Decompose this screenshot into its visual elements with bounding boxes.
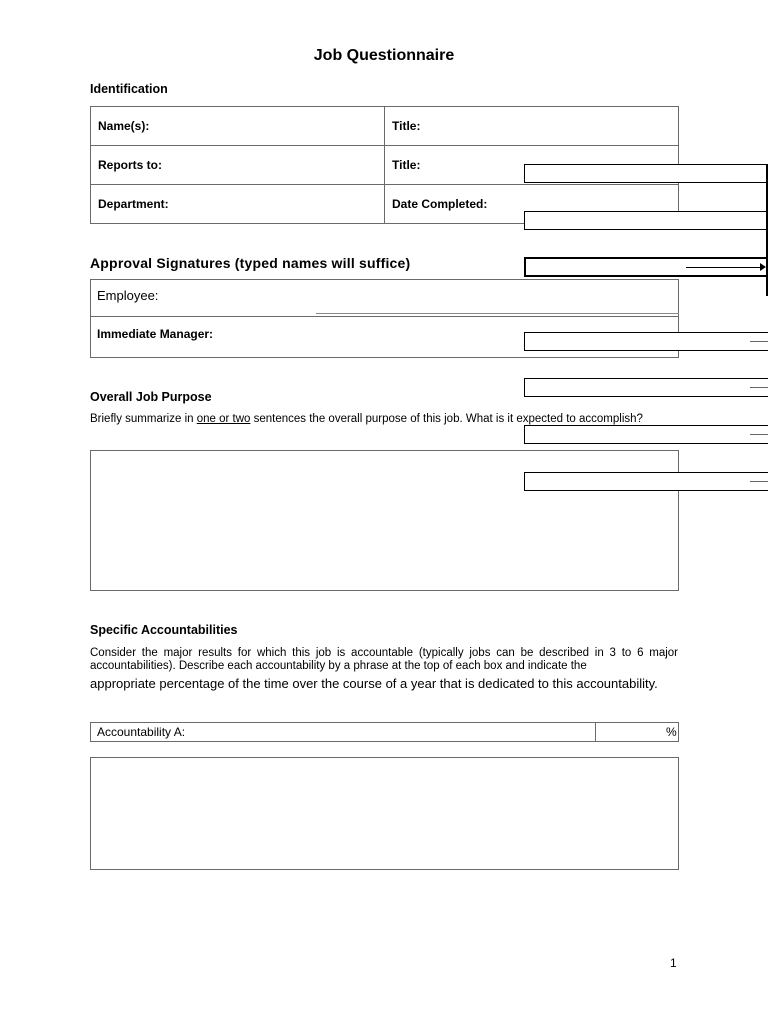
page-title: Job Questionnaire	[313, 47, 455, 64]
table-row	[91, 107, 679, 146]
department-field[interactable]: Department:	[91, 185, 385, 224]
name-field[interactable]: Name(s):	[91, 107, 385, 146]
accountabilities-description-1: Consider the major results for which this job is accountable (typically jobs can be described in 3 to 6 major accountabilities). Describe each accountability by a phrase at the top of each box and indicate the	[90, 647, 678, 672]
tick-4	[750, 481, 768, 482]
purpose-instructions: Briefly summarize in one or two sentences the overall purpose of this job. What is it expected to accomplish?	[90, 413, 643, 425]
approval-heading: Approval Signatures (typed names will suffice)	[90, 255, 411, 271]
employee-signature-line	[316, 313, 679, 314]
purpose-heading: Overall Job Purpose	[90, 390, 212, 404]
arrow-line	[686, 267, 762, 268]
manager-title-field[interactable]: Title:	[385, 146, 679, 185]
page-number: 1	[670, 956, 677, 970]
identification-heading: Identification	[90, 82, 168, 96]
tick-2	[750, 387, 768, 388]
manager-field[interactable]: Immediate Manager:	[97, 327, 214, 341]
percent-divider	[595, 723, 596, 741]
percent-field[interactable]: %	[666, 725, 677, 739]
overlay-box-7	[524, 472, 768, 491]
overlay-box-2	[524, 211, 768, 230]
employee-field[interactable]: Employee:	[97, 288, 159, 303]
overlay-box-1	[524, 164, 768, 183]
accountabilities-heading: Specific Accountabilities	[90, 623, 238, 637]
accountability-a-answer-box[interactable]	[90, 757, 679, 870]
title-field[interactable]: Title:	[385, 107, 679, 146]
overlay-box-5	[524, 378, 768, 397]
date-completed-field[interactable]: Date Completed:	[385, 185, 679, 224]
approval-divider	[91, 316, 678, 317]
tick-1	[750, 341, 768, 342]
accountability-a-field[interactable]: Accountability A:	[97, 725, 186, 739]
reports-to-field[interactable]: Reports to:	[91, 146, 385, 185]
tick-3	[750, 434, 768, 435]
accountabilities-description-2: appropriate percentage of the time over the course of a year that is dedicated to this accountability.	[90, 676, 658, 691]
overlay-box-6	[524, 425, 768, 444]
overlay-box-4	[524, 332, 768, 351]
emphasis-one-or-two: one or two	[196, 413, 251, 425]
